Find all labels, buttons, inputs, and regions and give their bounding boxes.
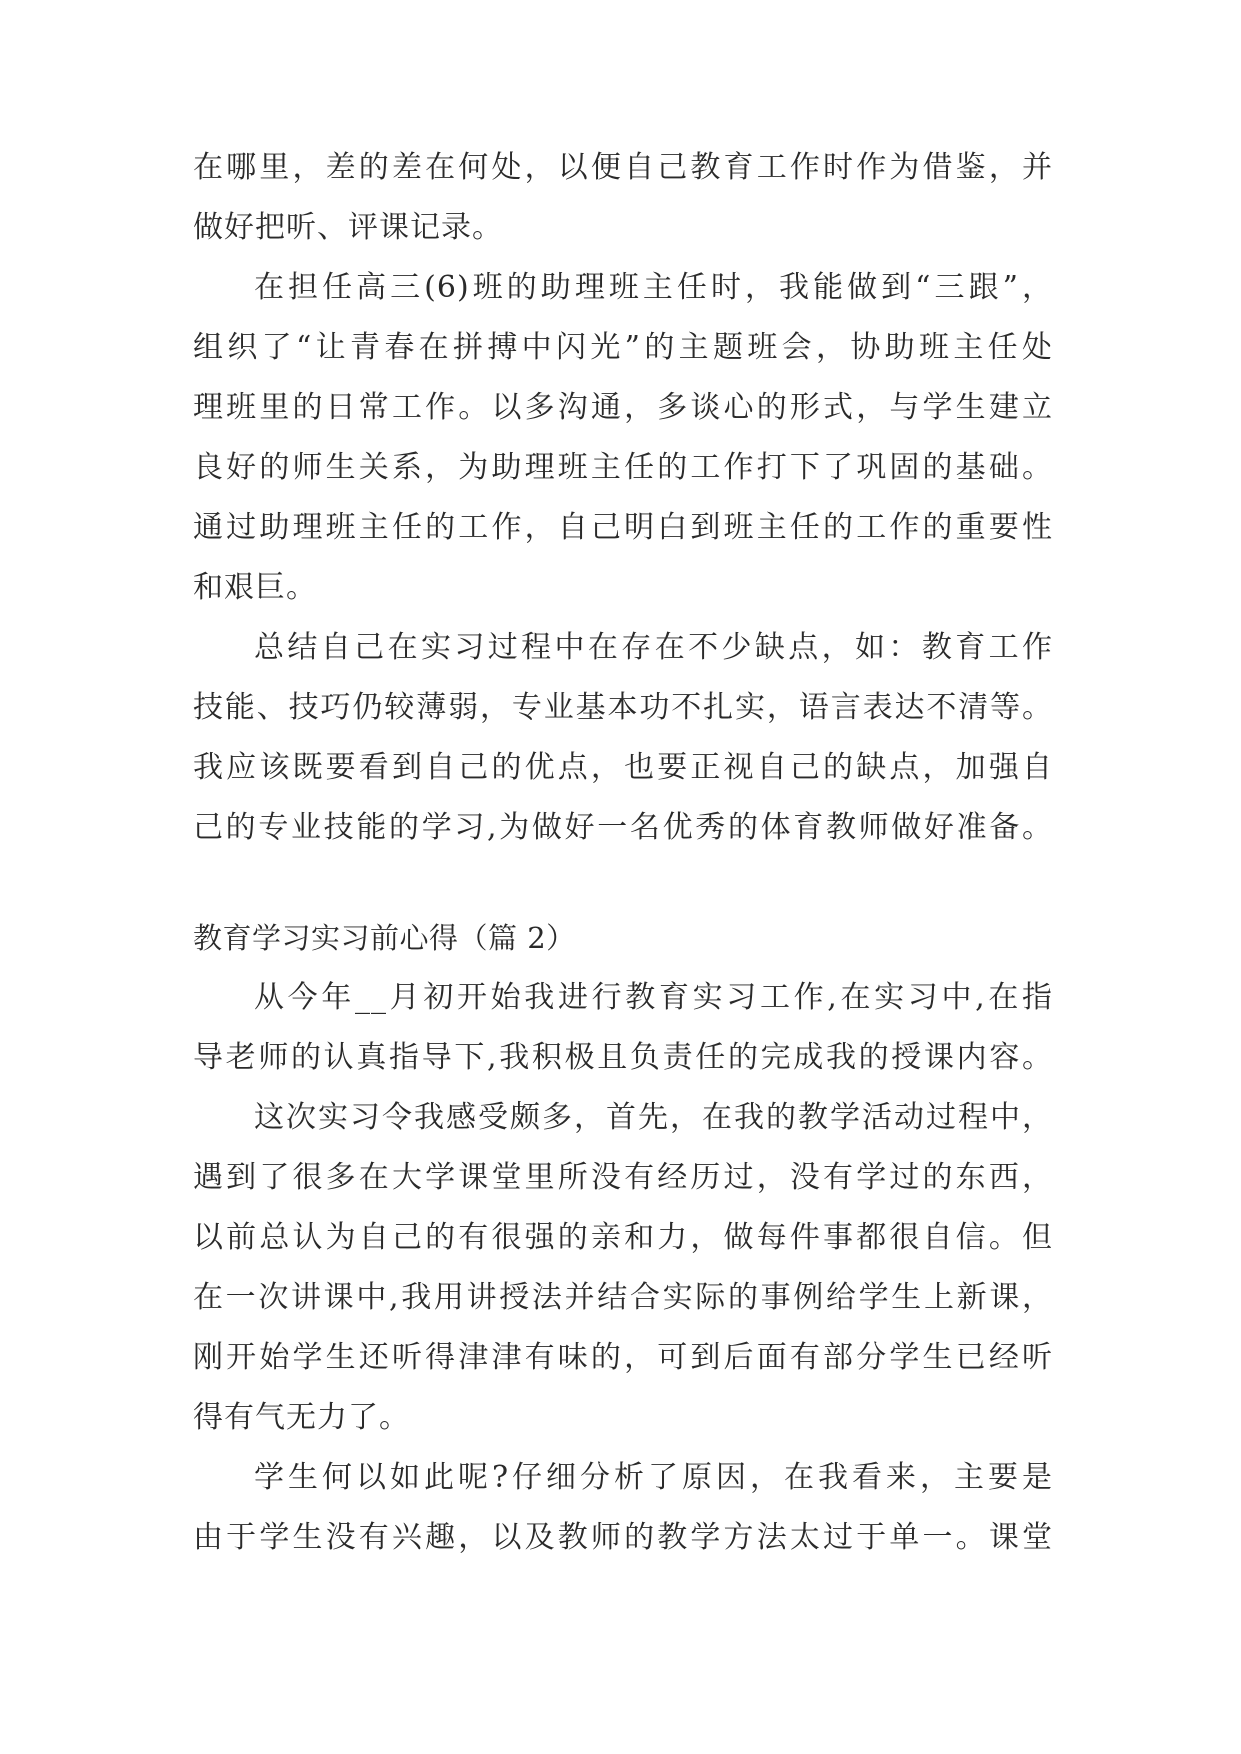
paragraph-line: 由于学生没有兴趣，以及教师的教学方法太过于单一。课堂 (193, 1520, 1053, 1555)
paragraph-line: 在一次讲课中,我用讲授法并结合实际的事例给学生上新课， (193, 1280, 1053, 1315)
section-1-body (193, 138, 1053, 858)
paragraph-line: 得有气无力了。 (193, 1400, 410, 1435)
section-heading: 教育学习实习前心得（篇 2） (193, 921, 576, 955)
paragraph-line: 己的专业技能的学习,为做好一名优秀的体育教师做好准备。 (193, 810, 1053, 845)
paragraph-line: 遇到了很多在大学课堂里所没有经历过，没有学过的东西， (193, 1160, 1053, 1195)
paragraph-line: 在哪里，差的差在何处，以便自己教育工作时作为借鉴，并 (193, 150, 1053, 185)
paragraph-line: 通过助理班主任的工作，自己明白到班主任的工作的重要性 (193, 510, 1053, 545)
paragraph-line: 刚开始学生还听得津津有味的，可到后面有部分学生已经听 (193, 1340, 1053, 1375)
paragraph-line: 总结自己在实习过程中在存在不少缺点，如：教育工作 (254, 630, 1053, 665)
paragraph-line: 技能、技巧仍较薄弱，专业基本功不扎实，语言表达不清等。 (193, 690, 1053, 725)
paragraph-line: 这次实习令我感受颇多，首先，在我的教学活动过程中， (254, 1100, 1053, 1135)
paragraph-line: 我应该既要看到自己的优点，也要正视自己的缺点，加强自 (193, 750, 1053, 785)
paragraph-line: 良好的师生关系，为助理班主任的工作打下了巩固的基础。 (193, 450, 1053, 485)
paragraph-line: 从今年__月初开始我进行教育实习工作,在实习中,在指 (254, 980, 1053, 1015)
paragraph-line: 做好把听、评课记录。 (193, 210, 503, 245)
paragraph-line: 导老师的认真指导下,我积极且负责任的完成我的授课内容。 (193, 1040, 1053, 1075)
paragraph-line: 以前总认为自己的有很强的亲和力，做每件事都很自信。但 (193, 1220, 1053, 1255)
section-2-heading (193, 908, 1053, 968)
paragraph-line: 学生何以如此呢?仔细分析了原因，在我看来，主要是 (254, 1460, 1053, 1495)
section-2-body (193, 968, 1053, 1568)
paragraph-line: 在担任高三(6)班的助理班主任时，我能做到“三跟”， (254, 270, 1053, 305)
paragraph-line: 理班里的日常工作。以多沟通，多谈心的形式，与学生建立 (193, 390, 1053, 425)
paragraph-line: 组织了“让青春在拼搏中闪光”的主题班会，协助班主任处 (193, 330, 1053, 365)
paragraph-line: 和艰巨。 (193, 570, 317, 605)
